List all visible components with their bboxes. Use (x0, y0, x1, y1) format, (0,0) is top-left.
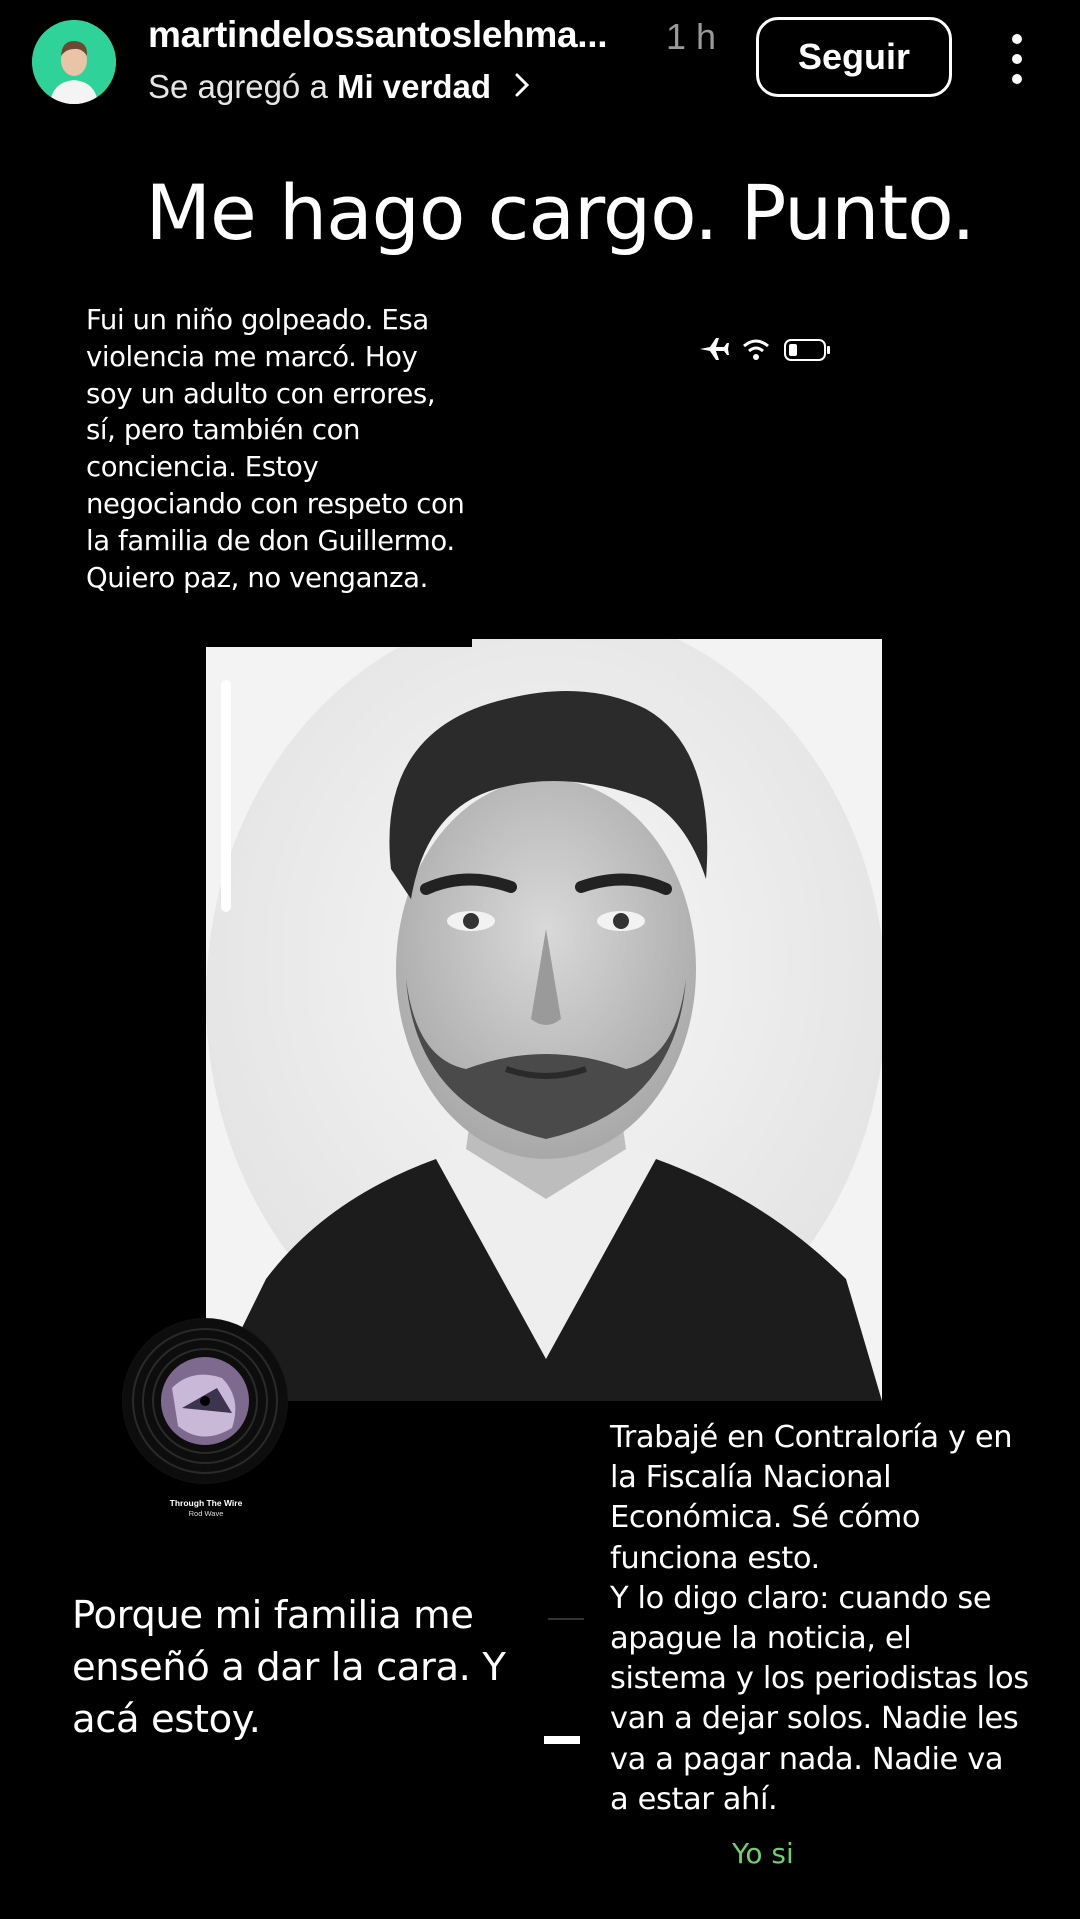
more-vertical-icon[interactable] (1000, 34, 1034, 84)
battery-icon (785, 340, 830, 360)
story-text-2: Trabajé en Contraloría y en la Fiscalía Nacional Económica. Sé cómo funciona esto. Y lo digo claro: cuando se apague la noticia, el sistema y los periodistas los van a dejar solos. Nadie les va a pagar nada. Nadie va a estar ahí. (610, 1420, 1029, 1817)
status-icons (698, 334, 830, 364)
story-text-1: Fui un niño golpeado. Esa violencia me marcó. Hoy soy un adulto con errores, sí, pero también con conciencia. Estoy negociando con respeto con la familia de don Guillermo. Quiero paz, no venganza. (86, 304, 465, 594)
portrait-photo (206, 639, 882, 1401)
collection-name: Mi verdad (336, 68, 492, 105)
wifi-icon (744, 341, 768, 360)
follow-button[interactable]: Seguir (756, 17, 952, 97)
avatar[interactable] (32, 20, 116, 104)
time-ago: 1 h (666, 16, 717, 57)
story-title: Me hago cargo. Punto. (145, 168, 975, 257)
username[interactable]: martindelossantoslehma... (148, 14, 608, 55)
music-sticker-disc[interactable] (122, 1318, 288, 1484)
photo-edge-mark (221, 680, 231, 912)
added-prefix: Se agregó a (148, 68, 328, 105)
dash-mark (544, 1736, 580, 1744)
divider-mark (548, 1618, 584, 1620)
chevron-right-icon (514, 68, 530, 106)
airplane-icon (700, 338, 729, 360)
yo-si-text: Yo si (732, 1837, 794, 1870)
story-text-3: Porque mi familia me enseñó a dar la cara. Y acá estoy. (72, 1593, 506, 1742)
music-artist: Rod Wave (188, 1509, 224, 1518)
photo-notch (206, 639, 472, 647)
added-to-collection[interactable] (148, 68, 530, 106)
music-title: Through The Wire (169, 1498, 243, 1508)
